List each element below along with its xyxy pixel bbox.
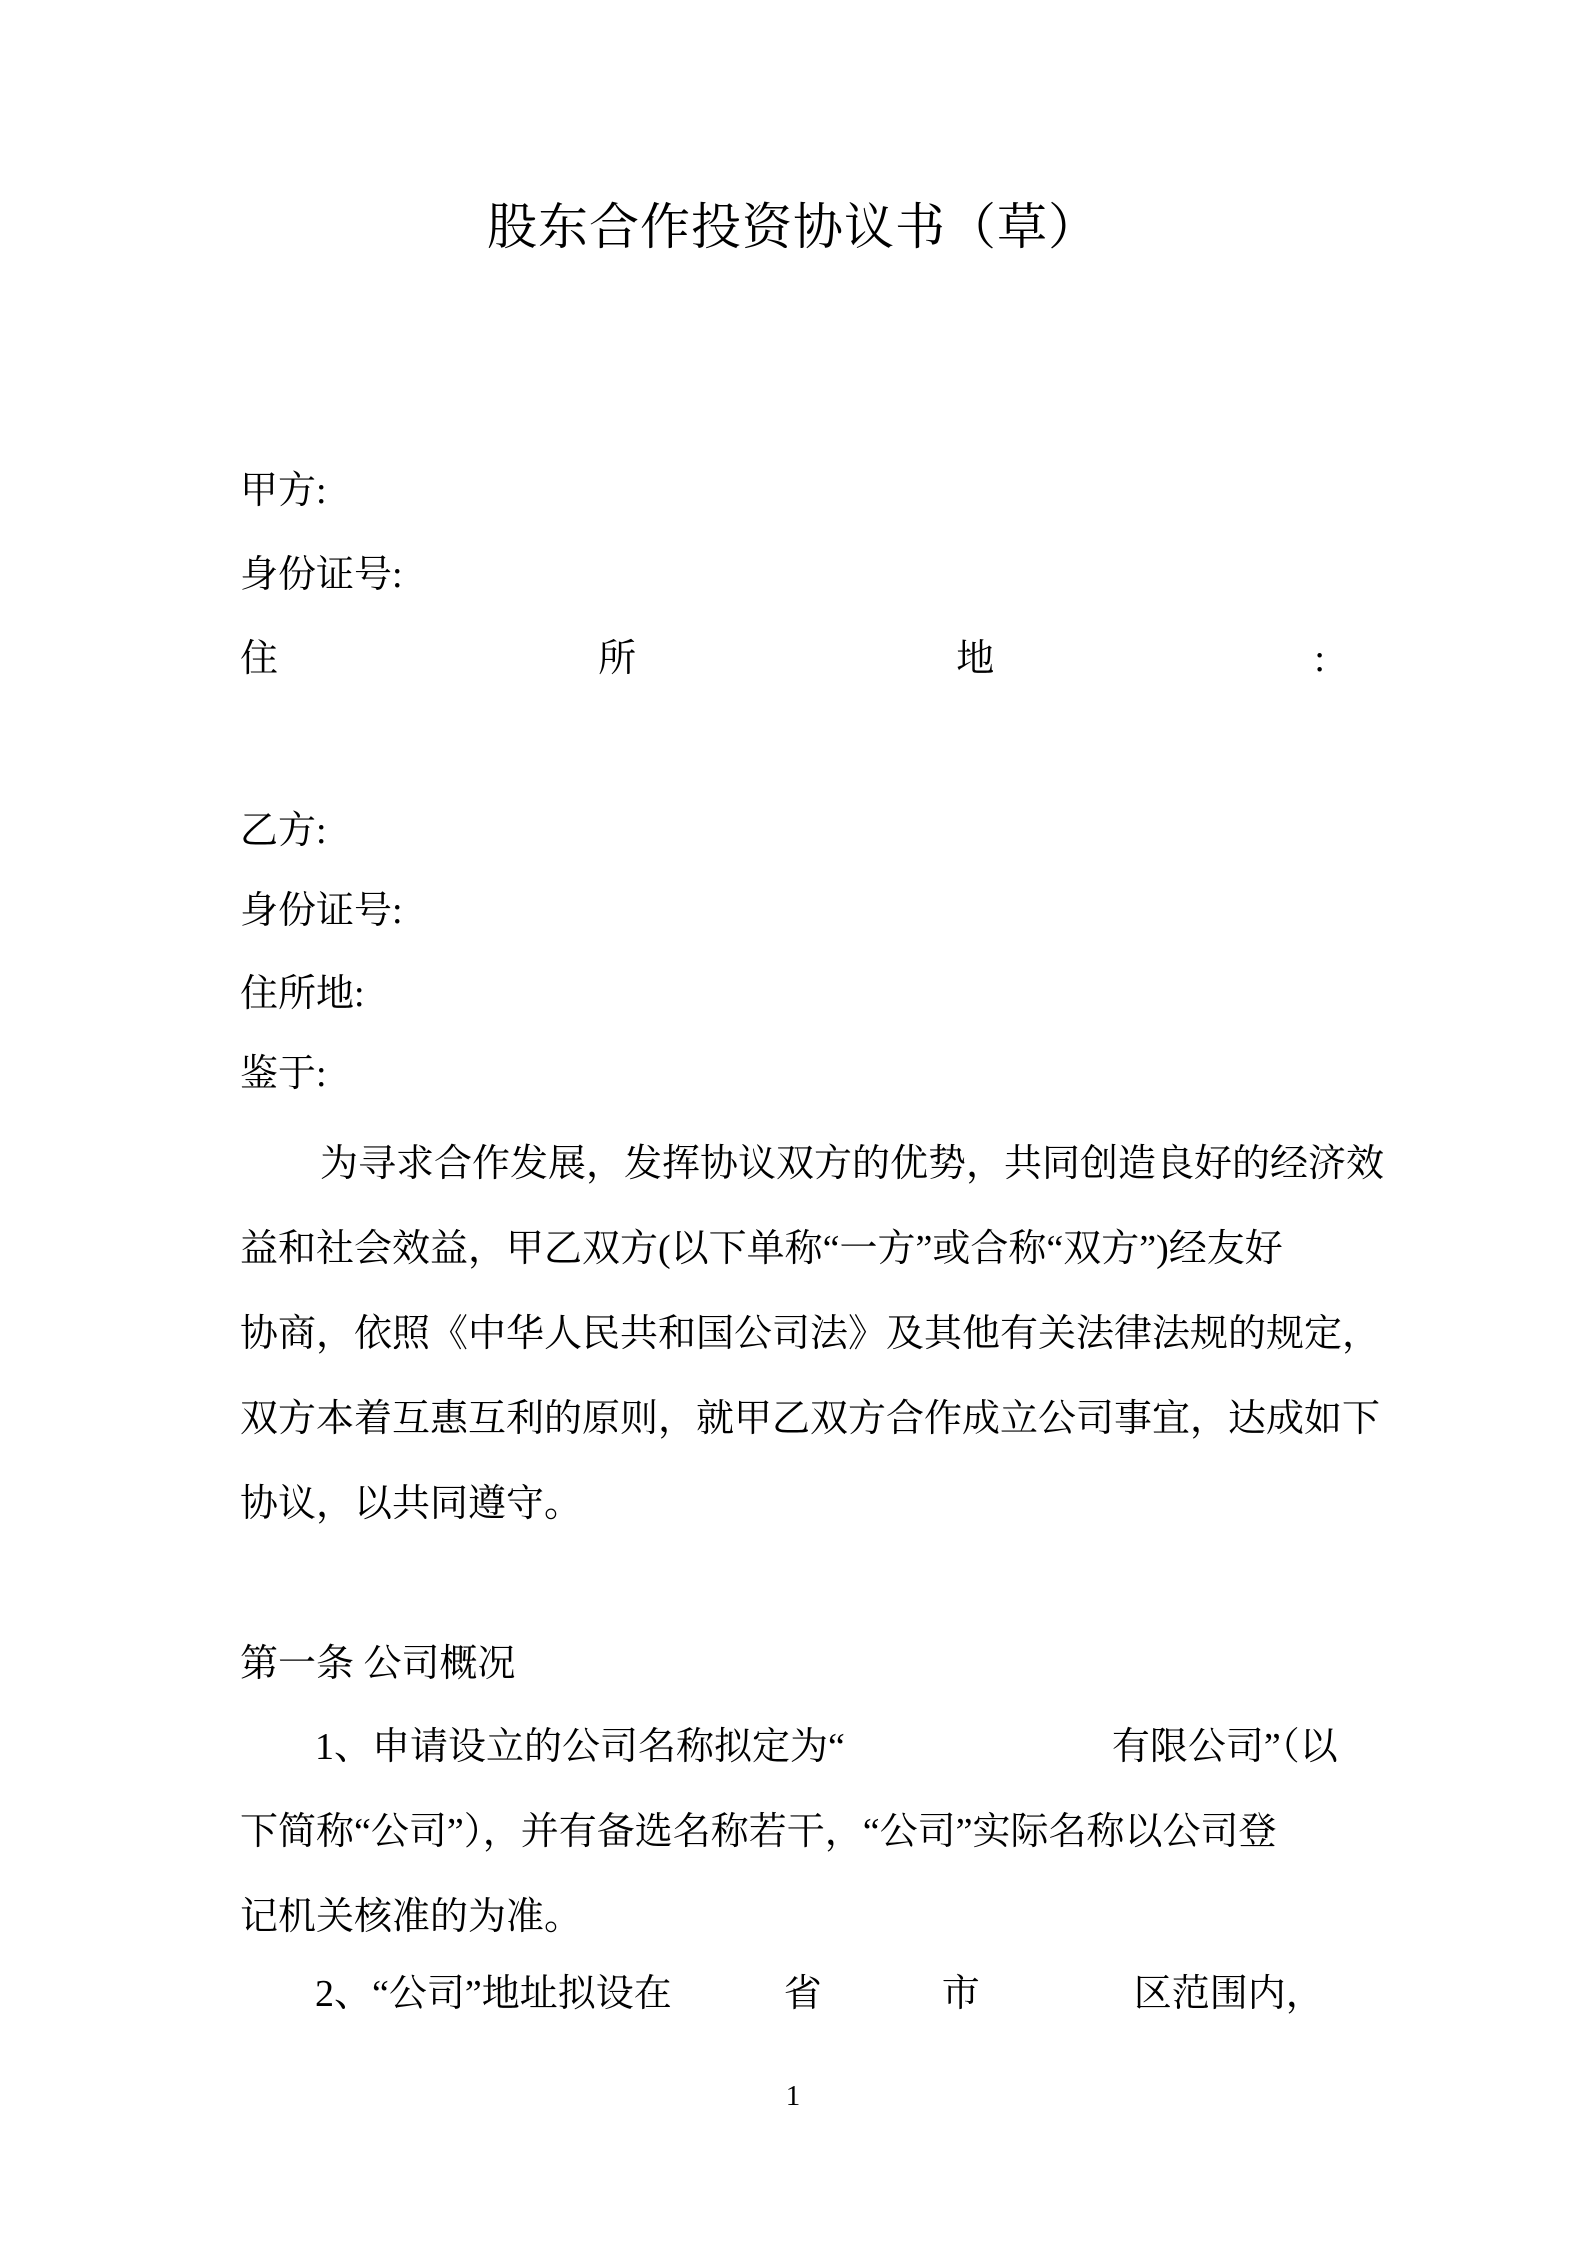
page-number: 1 xyxy=(785,2080,801,2112)
blank-district xyxy=(980,2005,1134,2006)
section-1-heading: 第一条 公司概况 xyxy=(240,1643,516,1685)
item-1-line-1-text-before: 1、申请设立的公司名称拟定为“ xyxy=(315,1726,845,1768)
party-a-address-colon: : xyxy=(1314,638,1325,680)
preamble-line: 为寻求合作发展，发挥协议双方的优势，共同创造良好的经济效 xyxy=(320,1143,1385,1185)
preamble-line: 双方本着互惠互利的原则，就甲乙双方合作成立公司事宜，达成如下 xyxy=(240,1398,1381,1440)
item-1-line-3: 记机关核准的为准。 xyxy=(240,1896,583,1938)
blank-company-name xyxy=(845,1758,1112,1759)
item-2-prefix: 2、“公司”地址拟设在 xyxy=(315,1973,672,2015)
party-a-id-label: 身份证号: xyxy=(240,554,403,596)
party-b-id-label: 身份证号: xyxy=(240,890,403,932)
section-1-item-2 xyxy=(240,1975,1324,2013)
party-a-address-char-1: 住 xyxy=(240,638,279,680)
blank-city xyxy=(822,2005,942,2006)
item-2-district-suffix: 区范围内， xyxy=(1133,1973,1324,2015)
party-b-address-label: 住所地: xyxy=(240,973,365,1015)
party-b-label: 乙方: xyxy=(240,810,327,852)
party-a-label: 甲方: xyxy=(240,470,327,512)
document-title: 股东合作投资协议书（草） xyxy=(487,199,1099,255)
preamble-line: 益和社会效益，甲乙双方(以下单称“一方”或合称“双方”)经友好 xyxy=(240,1228,1283,1270)
whereas-label: 鉴于: xyxy=(240,1053,327,1095)
blank-province xyxy=(672,2005,784,2006)
item-1-line-2: 下简称“公司”），并有备选名称若干，“公司”实际名称以公司登 xyxy=(240,1811,1277,1853)
party-a-address-char-3: 地 xyxy=(956,638,995,680)
item-1-line-1 xyxy=(240,1705,1350,1790)
party-a-address-char-2: 所 xyxy=(598,638,637,680)
preamble-line: 协商，依照《中华人民共和国公司法》及其他有关法律法规的规定， xyxy=(240,1313,1381,1355)
section-1-item-1 xyxy=(240,1705,1350,1960)
party-a-address-row xyxy=(240,640,1325,678)
item-2-province-label: 省 xyxy=(783,1973,822,2015)
item-1-line-1-text-after: 有限公司”（以 xyxy=(1111,1726,1338,1768)
preamble-line: 协议，以共同遵守。 xyxy=(240,1483,583,1525)
preamble-paragraph xyxy=(240,1122,1385,1547)
item-2-city-label: 市 xyxy=(941,1973,980,2015)
